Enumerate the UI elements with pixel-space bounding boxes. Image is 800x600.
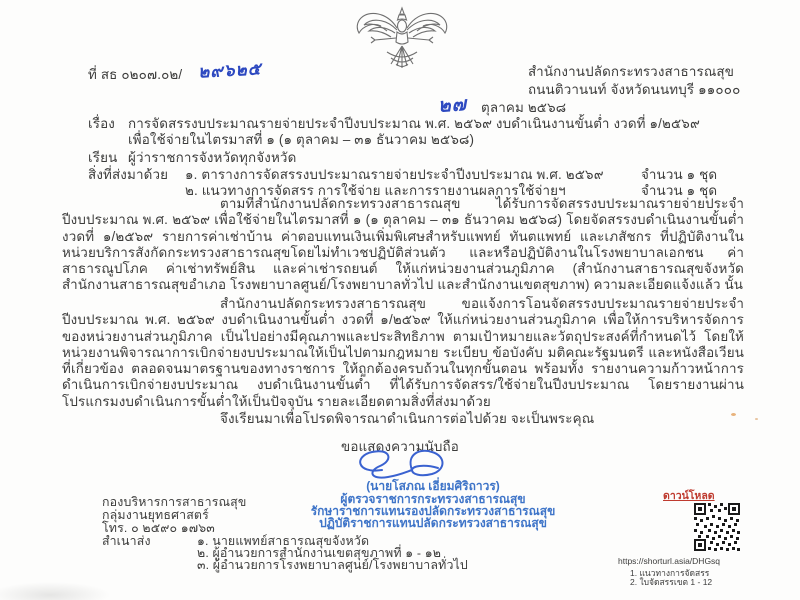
division-name: กองบริหารการสาธารณสุข [102, 495, 247, 509]
garuda-emblem-icon [347, 6, 457, 72]
enclosure-qty: จำนวน ๑ ชุด [641, 167, 718, 182]
download-label: ดาวน์โหลด [663, 490, 715, 502]
subject-label: เรื่อง [88, 116, 115, 131]
scan-artifact [731, 413, 736, 416]
phone-number: โทร. ๐ ๒๕๙๐ ๑๗๖๓ [102, 521, 215, 535]
copy-to-item: ๑. นายแพทย์สาธารณสุขจังหวัด [197, 534, 370, 548]
body-paragraph-1: ตามที่สำนักงานปลัดกระทรวงสาธารณสุข ได้รับการจัดสรรงบประมาณรายจ่ายประจำปีงบประมาณ พ.ศ. ๒๕๖๙ เพื่อใช้จ่ายในไตรมาสที่ ๑ (๑ ตุลาคม – ๓๑ ธันวาคม ๒๕๖๘) โดยจัดสรรงบดำเนินงานขั้นต่ำ งวดที่ ๑/๒๕๖๙ รายการค่าเช่าบ้าน ค่าตอบแทนเงินเพิ่มพิเศษสำหรับแพทย์ ทันตแพทย์ และเภสัชกร ที่ปฏิบัติงานในหน่วยบริการสังกัดกระทรวงสาธารณสุขโดยไม่ทำเวชปฏิบัติส่วนตัว และหรือปฏิบัติงานในโรงพยาบาลเอกชน ค่าสาธารณูปโภค ค่าเช่าทรัพย์สิน และค่าเช่ารถยนต์ ให้แก่หน่วยงานส่วนภูมิภาค (สำนักงานสาธารณสุขจังหวัด สำนักงานสาธารณสุขอำเภอ โรงพยาบาลศูนย์/โรงพยาบาลทั่วไป และสำนักงานเขตสุขภาพ) ความละเอียดแจ้งแล้ว นั้น [62, 196, 744, 293]
agency-address: ถนนติวานนท์ จังหวัดนนทบุรี ๑๑๐๐๐ [528, 82, 741, 97]
qr-item: 2. ใบจัดสรรเขต 1 - 12 [630, 577, 713, 587]
enclosures-label: สิ่งที่ส่งมาด้วย [88, 167, 169, 182]
salutation: ขอแสดงความนับถือ [341, 439, 459, 454]
enclosure-item: ๒. แนวทางการจัดสรร การใช้จ่าย และการรายงานผลการใช้จ่ายฯ [185, 183, 566, 198]
body-paragraph-2: สำนักงานปลัดกระทรวงสาธารณสุข ขอแจ้งการโอนจัดสรรงบประมาณรายจ่ายประจำปีงบประมาณ พ.ศ. ๒๕๖๙ งบดำเนินงานขั้นต่ำ งวดที่ ๑/๒๕๖๙ ให้แก่หน่วยงานส่วนภูมิภาค เพื่อให้การบริหารจัดการของหน่วยงานส่วนภูมิภาค เป็นไปอย่างมีคุณภาพและประสิทธิภาพ ตามเป้าหมายและวัตถุประสงค์ที่กำหนดไว้ โดยให้หน่วยงานพิจารณาการเบิกจ่ายงบประมาณให้เป็นไปตามกฎหมาย ระเบียบ ข้อบังคับ มติคณะรัฐมนตรี และหนังสือเวียนที่เกี่ยวข้อง ตลอดจนมาตรฐานของทางราชการ ให้ถูกต้องครบถ้วนในทุกขั้นตอน พร้อมทั้ง รายงานความก้าวหน้าการดำเนินการเบิกจ่ายงบประมาณ งบดำเนินงานขั้นต่ำ ที่ได้รับการจัดสรร/ใช้จ่ายในปีงบประมาณ โดยรายงานผ่านโปรแกรมงบดำเนินการขั้นต่ำให้เป็นปัจจุบัน รายละเอียดตามสิ่งที่ส่งมาด้วย [62, 296, 744, 409]
signer-title: ปฏิบัติราชการแทนปลัดกระทรวงสาธารณสุข [319, 516, 547, 530]
enclosure-qty: จำนวน ๑ ชุด [641, 183, 718, 198]
signer-name: (นายโสภณ เอี่ยมศิริถาวร) [366, 479, 500, 493]
copy-to-label: สำเนาส่ง [102, 534, 151, 548]
to-text: ผู้ว่าราชการจังหวัดทุกจังหวัด [128, 150, 297, 165]
qr-item: 1. แนวทางการจัดสรร [630, 568, 710, 578]
reference-handwritten-number: ๒๙๖๒๕ [197, 59, 262, 82]
scan-artifact [755, 418, 758, 420]
subject-line1: การจัดสรรงบประมาณรายจ่ายประจำปีงบประมาณ พ.ศ. ๒๕๖๙ งบดำเนินงานขั้นต่ำ งวดที่ ๑/๒๕๖๙ [128, 116, 700, 131]
date-month-year: ตุลาคม ๒๕๖๘ [481, 100, 567, 115]
reference-prefix: ที่ สธ ๐๒๐๗.๐๒/ [88, 67, 183, 82]
copy-to-item: ๓. ผู้อำนวยการโรงพยาบาลศูนย์/โรงพยาบาลทั่วไป [197, 558, 468, 572]
signer-title: ผู้ตรวจราชการกระทรวงสาธารณสุข [340, 492, 526, 506]
copy-to-item: ๒. ผู้อำนวยการสำนักงานเขตสุขภาพที่ ๑ - ๑๒ [197, 546, 442, 560]
qr-code [694, 503, 740, 551]
closing-line: จึงเรียนมาเพื่อโปรดพิจารณาดำเนินการต่อไปด้วย จะเป็นพระคุณ [220, 411, 595, 426]
subject-line2: เพื่อใช้จ่ายในไตรมาสที่ ๑ (๑ ตุลาคม – ๓๑ ธันวาคม ๒๕๖๘) [128, 132, 475, 147]
qr-url: https://shorturl.asia/DHGsq [618, 556, 721, 566]
scan-smudge [0, 582, 110, 600]
date-day-handwritten: ๒๗ [437, 94, 468, 117]
signer-title: รักษาราชการแทนรองปลัดกระทรวงสาธารณสุข [310, 504, 556, 518]
division-group: กลุ่มงานยุทธศาสตร์ [102, 508, 209, 522]
reference-number [88, 64, 182, 85]
enclosure-item: ๑. ตารางการจัดสรรงบประมาณรายจ่ายประจำปีงบประมาณ พ.ศ. ๒๕๖๙ [185, 167, 604, 182]
to-label: เรียน [88, 150, 118, 165]
agency-name: สำนักงานปลัดกระทรวงสาธารณสุข [528, 64, 735, 79]
